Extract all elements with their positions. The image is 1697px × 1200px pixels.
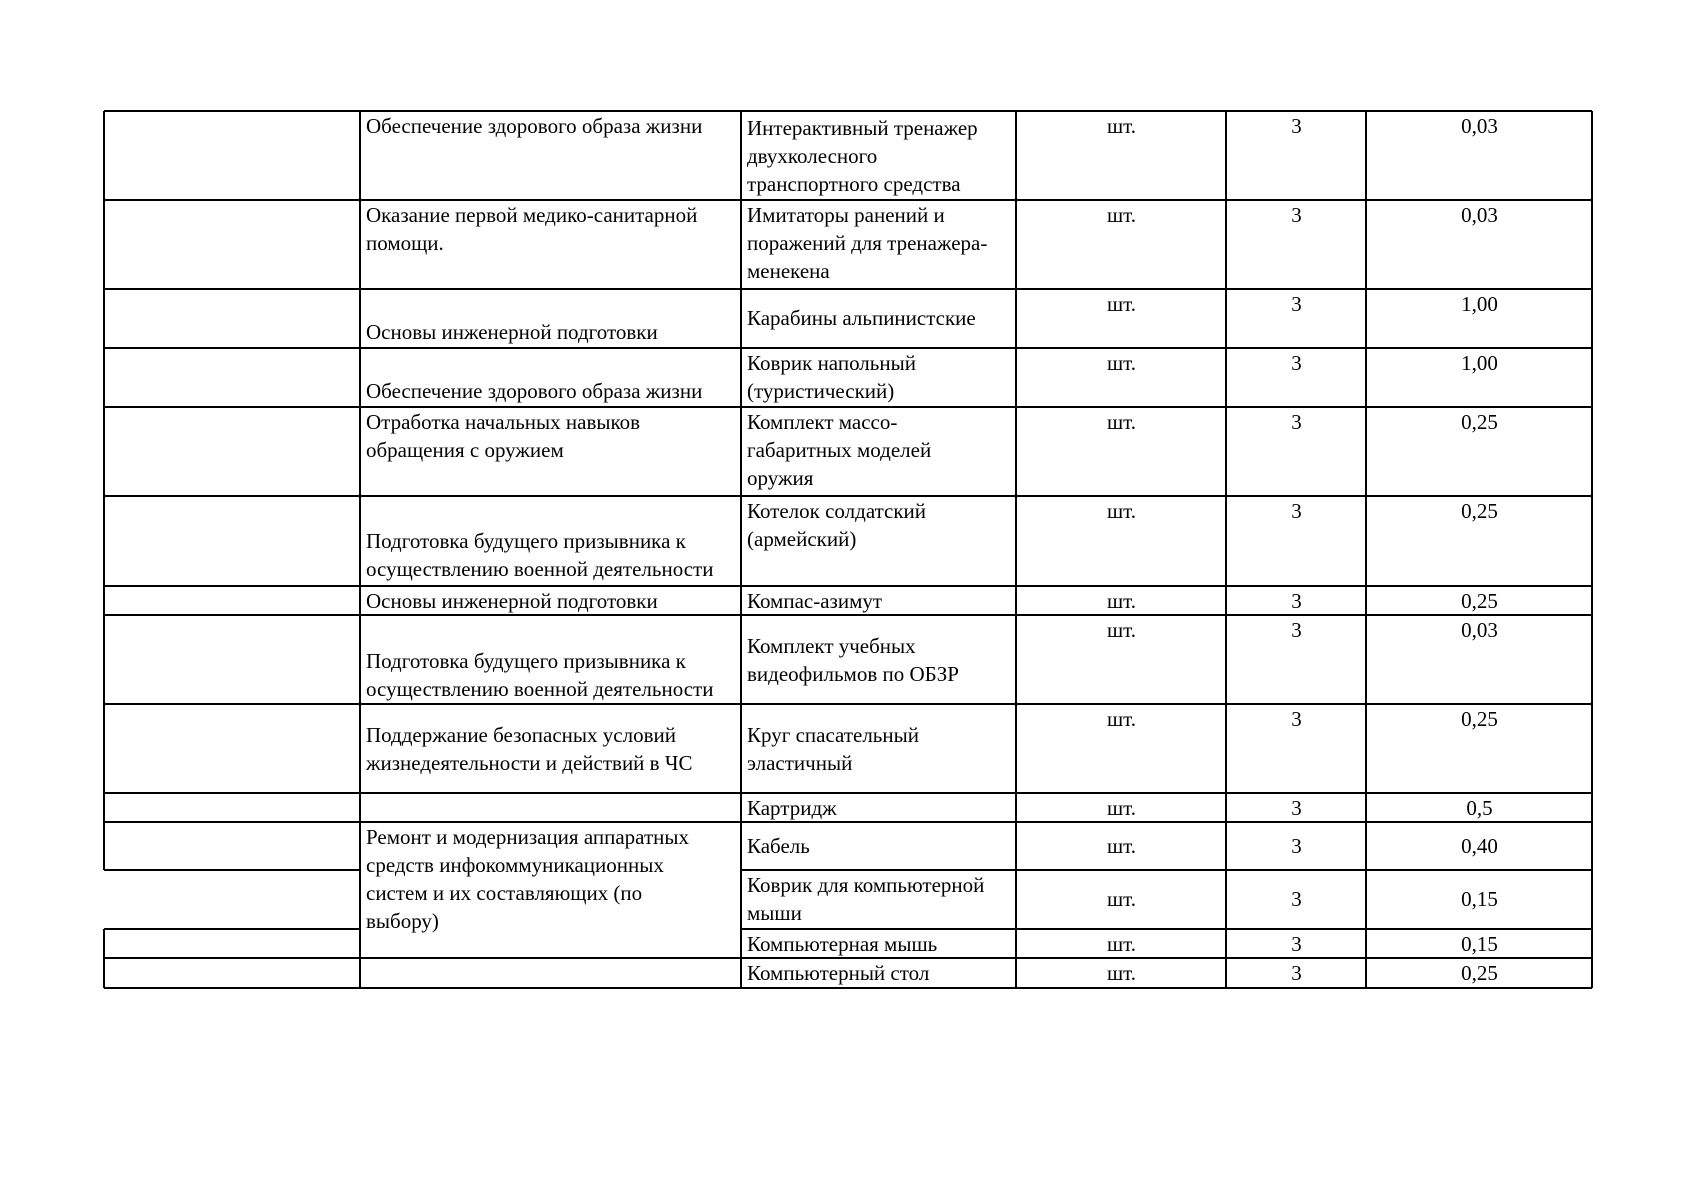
table-cell-value: 0,03 <box>1461 114 1498 138</box>
table-cell-activity: Подготовка будущего призывника к осуществлению военной деятельности <box>366 649 714 701</box>
table-cell-qty: 3 <box>1291 203 1302 227</box>
table-cell-activity: Отработка начальных навыков обращения с оружием <box>366 410 641 462</box>
table-cell-qty: 3 <box>1291 351 1302 375</box>
table-cell-unit: шт. <box>1106 410 1137 434</box>
table-cell-unit: шт. <box>1106 203 1137 227</box>
table-cell-activity: Оказание первой медико-санитарной помощи. <box>366 203 698 255</box>
table-cell-activity: Основы инженерной подготовки <box>366 320 658 344</box>
table-cell-qty: 3 <box>1291 618 1302 642</box>
table-cell-item: Компьютерный стол <box>747 961 930 985</box>
table-cell-unit: шт. <box>1106 499 1137 523</box>
table-cell-activity: Обеспечение здорового образа жизни <box>366 114 703 138</box>
table-cell-activity: Ремонт и модернизация аппаратных средств инфокоммуникационных систем и их составляющих (по выбору) <box>366 825 689 933</box>
table-cell-unit: шт. <box>1106 932 1137 956</box>
table-cell-value: 0,03 <box>1461 618 1498 642</box>
table-cell-item: Коврик напольный (туристический) <box>747 351 916 403</box>
table-cell-value: 0,25 <box>1461 499 1498 523</box>
table-cell-activity <box>361 794 741 822</box>
table-cell-value: 0,15 <box>1461 887 1498 911</box>
table-cell-item: Котелок солдатский (армейский) <box>747 499 927 551</box>
table-cell-unit: шт. <box>1106 114 1137 138</box>
table-cell-item: Круг спасательный эластичный <box>747 723 919 775</box>
table-cell-value: 0,15 <box>1461 932 1498 956</box>
table-cell-qty: 3 <box>1291 796 1302 820</box>
table-cell-value: 0,40 <box>1461 834 1498 858</box>
table-cell-value: 0,5 <box>1466 796 1493 820</box>
table-cell-activity: Основы инженерной подготовки <box>366 589 658 613</box>
table-cell-value: 0,25 <box>1461 961 1498 985</box>
table-cell-qty: 3 <box>1291 707 1302 731</box>
table-cell-activity: Обеспечение здорового образа жизни <box>366 379 703 403</box>
table-cell-qty: 3 <box>1291 834 1302 858</box>
table-cell-item: Компьютерная мышь <box>747 932 938 956</box>
table-cell-unit: шт. <box>1106 834 1137 858</box>
table-cell-qty: 3 <box>1291 114 1302 138</box>
table-cell-unit: шт. <box>1106 589 1137 613</box>
table-cell-item: Коврик для компьютерной мыши <box>747 873 985 925</box>
table-cell-value: 0,25 <box>1461 410 1498 434</box>
table-cell-qty: 3 <box>1291 292 1302 316</box>
table-cell-unit: шт. <box>1106 796 1137 820</box>
table-cell-value: 1,00 <box>1461 292 1498 316</box>
table-cell-qty: 3 <box>1291 410 1302 434</box>
table-cell-unit: шт. <box>1106 961 1137 985</box>
table-cell-value: 0,25 <box>1461 707 1498 731</box>
table-cell-unit: шт. <box>1106 351 1137 375</box>
table-cell-unit: шт. <box>1106 292 1137 316</box>
table-cell-item: Имитаторы ранений и поражений для тренажера- менекена <box>747 203 988 283</box>
table-cell-value: 0,03 <box>1461 203 1498 227</box>
table-cell-item: Карабины альпинистские <box>747 306 976 330</box>
table-cell-item: Комплект учебных видеофильмов по ОБЗР <box>747 634 959 686</box>
table-cell-qty: 3 <box>1291 887 1302 911</box>
table-cell-item: Кабель <box>747 834 810 858</box>
table-cell-unit: шт. <box>1106 618 1137 642</box>
table-cell-item: Комплект массо- габаритных моделей оружия <box>747 410 932 490</box>
table-cell-item: Интерактивный тренажер двухколесного транспортного средства <box>747 116 978 196</box>
table-cell-value: 0,25 <box>1461 589 1498 613</box>
table-cell-qty: 3 <box>1291 589 1302 613</box>
table-cell-qty: 3 <box>1291 499 1302 523</box>
table-cell-item: Компас-азимут <box>747 589 883 613</box>
table-cell-activity: Подготовка будущего призывника к осуществлению военной деятельности <box>366 529 714 581</box>
table-cell-qty: 3 <box>1291 961 1302 985</box>
table-cell-activity: Поддержание безопасных условий жизнедеятельности и действий в ЧС <box>366 723 693 775</box>
table-cell-item: Картридж <box>747 796 837 820</box>
table-cell-unit: шт. <box>1106 707 1137 731</box>
table-cell-unit: шт. <box>1106 887 1137 911</box>
table-cell-qty: 3 <box>1291 932 1302 956</box>
table-cell-value: 1,00 <box>1461 351 1498 375</box>
